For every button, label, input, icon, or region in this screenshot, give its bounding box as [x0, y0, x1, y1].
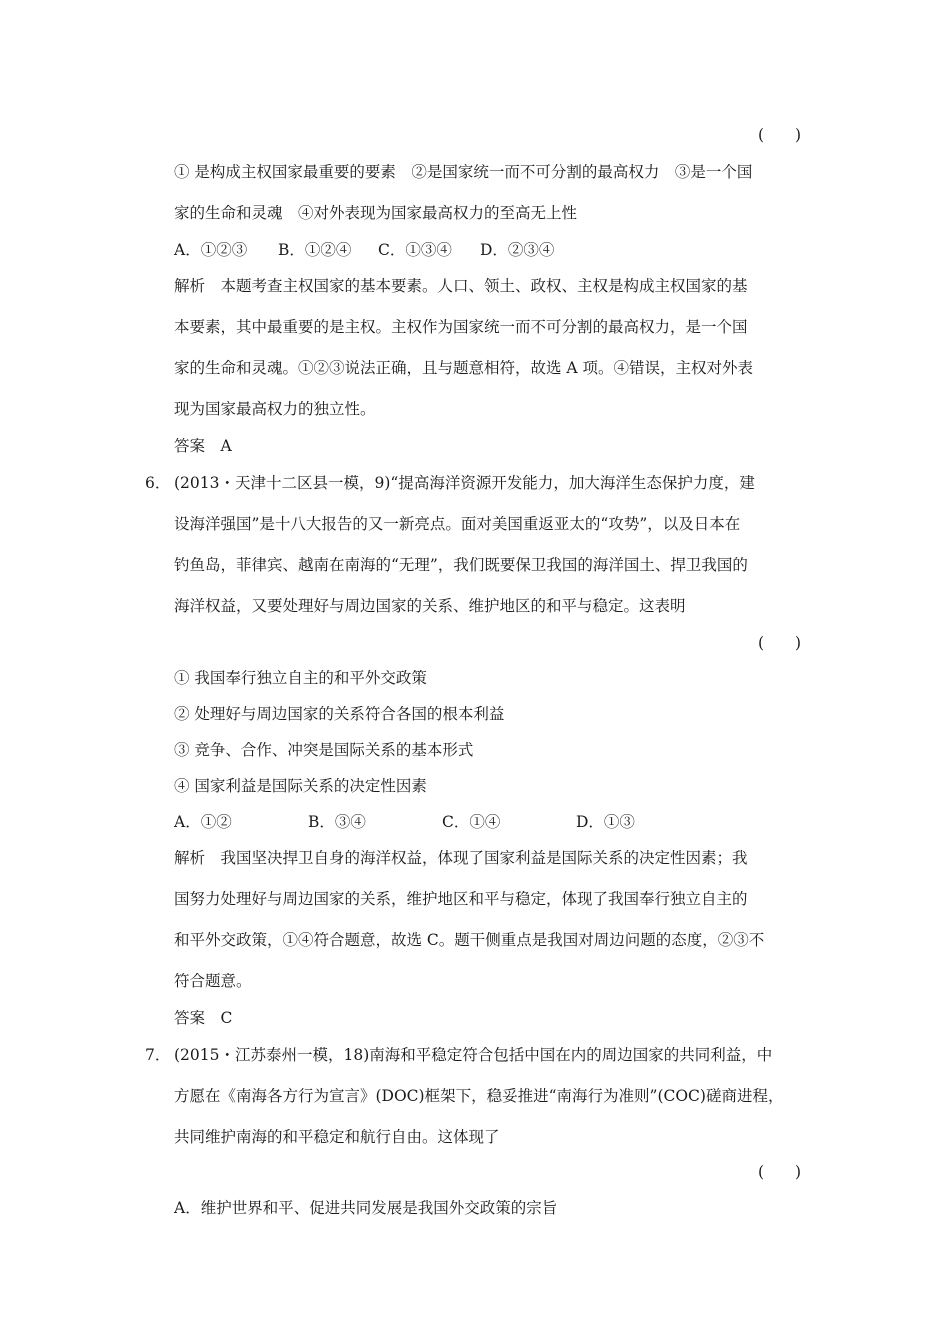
analysis-line: 符合题意。	[174, 972, 252, 990]
analysis-line: 解析 我国坚决捍卫自身的海洋权益，体现了国家利益是国际关系的决定性因素；我	[174, 849, 748, 867]
option-d: D．②③④	[480, 241, 555, 259]
analysis-line: 本要素，其中最重要的是主权。主权作为国家统一而不可分割的最高权力，是一个国	[174, 318, 748, 336]
question-stem-line: (2015・江苏泰州一模，18)南海和平稳定符合包括中国在内的周边国家的共同利益，中	[174, 1046, 773, 1064]
option-a: A．维护世界和平、促进共同发展是我国外交政策的宗旨	[174, 1199, 558, 1217]
answer-bracket: ( )	[758, 634, 802, 652]
question-stem-line: 钓鱼岛，菲律宾、越南在南海的“无理”，我们既要保卫我国的海洋国土、捍卫我国的	[174, 556, 748, 574]
question-stem-line: 共同维护南海的和平稳定和航行自由。这体现了	[174, 1128, 500, 1146]
statement-line: 家的生命和灵魂 ④对外表现为国家最高权力的至高无上性	[174, 204, 578, 222]
analysis-line: 现为国家最高权力的独立性。	[174, 400, 376, 418]
options-row	[174, 811, 635, 833]
analysis-line: 国努力处理好与周边国家的关系，维护地区和平与稳定，体现了我国奉行独立自主的	[174, 890, 748, 908]
options-row	[174, 239, 554, 261]
question-number: 7．	[145, 1046, 171, 1064]
analysis-line: 解析 本题考查主权国家的基本要素。人口、领土、政权、主权是构成主权国家的基	[174, 277, 748, 295]
question-stem-line: (2013・天津十二区县一模，9)“提高海洋资源开发能力，加大海洋生态保护力度，建	[174, 474, 755, 492]
option-b: B．①②④	[278, 241, 352, 259]
option-a: A．①②	[174, 813, 232, 831]
question-stem-line: 海洋权益，又要处理好与周边国家的关系、维护地区的和平与稳定。这表明	[174, 597, 686, 615]
statement-line: ① 我国奉行独立自主的和平外交政策	[174, 669, 427, 687]
statement-line: ① 是构成主权国家最重要的要素 ②是国家统一而不可分割的最高权力 ③是一个国	[174, 163, 753, 181]
question-stem-line: 方愿在《南海各方行为宣言》(DOC)框架下，稳妥推进“南海行为准则”(COC)磋商进程，	[174, 1087, 784, 1105]
statement-line: ③ 竞争、合作、冲突是国际关系的基本形式	[174, 741, 474, 759]
option-c: C．①④	[442, 813, 501, 831]
answer-bracket: ( )	[758, 1163, 802, 1181]
option-b: B．③④	[308, 813, 366, 831]
question-stem-line: 设海洋强国”是十八大报告的又一新亮点。面对美国重返亚太的“攻势”，以及日本在	[174, 515, 741, 533]
answer-line: 答案 C	[174, 1009, 233, 1027]
option-d: D．①③	[576, 813, 635, 831]
question-number: 6．	[145, 474, 171, 492]
option-a: A．①②③	[174, 241, 248, 259]
analysis-line: 家的生命和灵魂。①②③说法正确，且与题意相符，故选 A 项。④错误，主权对外表	[174, 359, 754, 377]
analysis-line: 和平外交政策，①④符合题意，故选 C。题干侧重点是我国对周边问题的态度，②③不	[174, 931, 765, 949]
statement-line: ② 处理好与周边国家的关系符合各国的根本利益	[174, 705, 505, 723]
statement-line: ④ 国家利益是国际关系的决定性因素	[174, 777, 427, 795]
answer-bracket: ( )	[758, 126, 802, 144]
answer-line: 答案 A	[174, 437, 232, 455]
option-c: C．①③④	[378, 241, 452, 259]
